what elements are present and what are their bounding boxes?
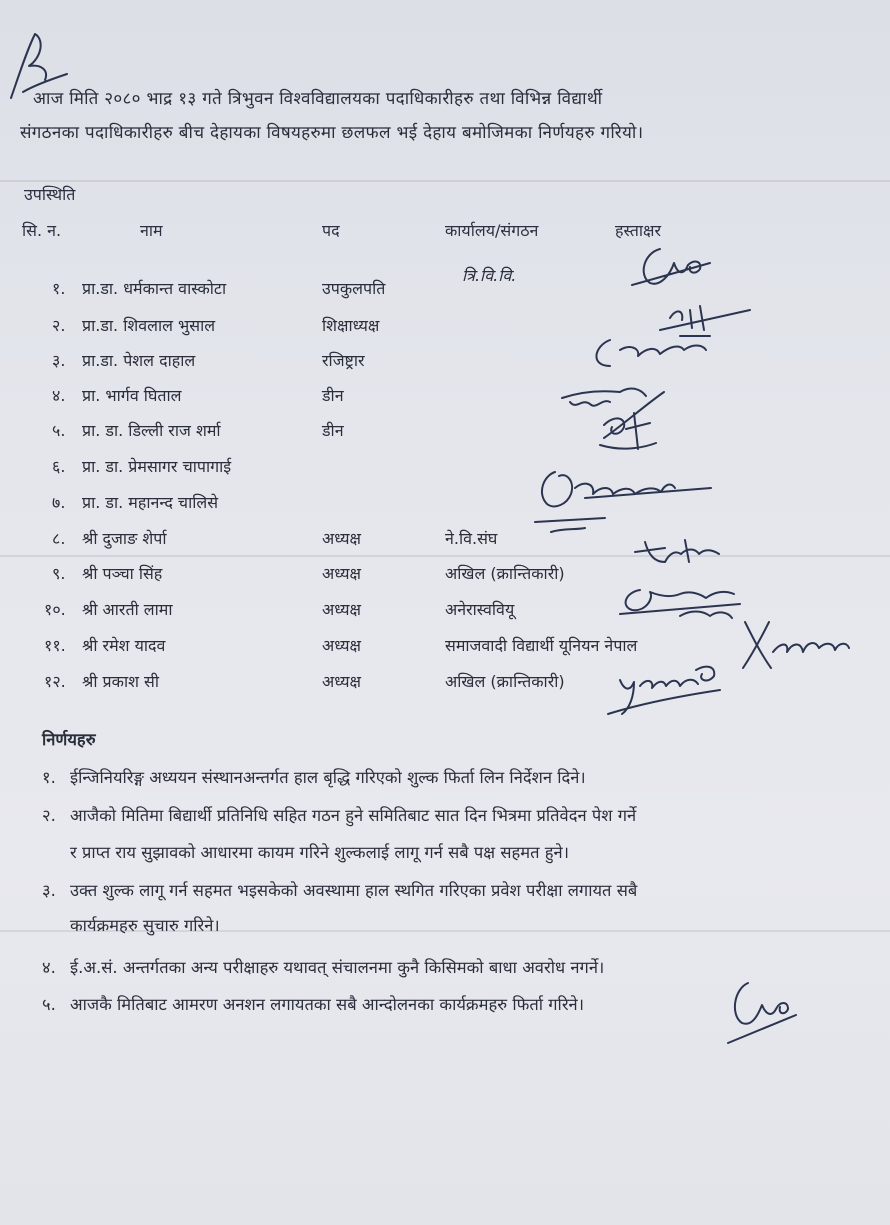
decisions-heading: निर्णयहरु [42,730,96,749]
column-header-sn: सि. न. [22,221,62,240]
row-sn: १. [52,279,66,298]
row-sn: ८. [52,529,66,548]
row-sn: १२. [44,672,66,691]
row-sn: ९. [52,564,66,583]
row-name: प्रा.डा. पेशल दाहाल [82,351,196,370]
row-name: श्री आरती लामा [82,600,173,619]
decision-number: ४. [42,958,56,977]
row-sn: ४. [52,386,66,405]
row-post: डीन [322,421,344,440]
decision-line: आजकै मितिबाट आमरण अनशन लगायतका सबै आन्दोलनका कार्यक्रमहरु फिर्ता गरिने। [70,995,584,1014]
row-post: अध्यक्ष [322,529,361,548]
row-post: अध्यक्ष [322,564,361,583]
row-office: अनेरास्ववियू [445,600,515,619]
signature-9 [600,650,740,720]
decision-line: उक्त शुल्क लागू गर्न सहमत भइसकेको अवस्थामा हाल स्थगित गरिएका प्रवेश परीक्षा लगायत सबै [70,881,638,900]
row-post: रजिष्ट्रार [322,351,365,370]
row-sn: ५. [52,421,66,440]
signature-1 [630,245,720,290]
row-post: अध्यक्ष [322,600,361,619]
row-post: अध्यक्ष [322,636,361,655]
row-sn: १०. [44,600,66,619]
column-header-name: नाम [140,221,163,240]
attendance-heading: उपस्थिति [24,185,76,204]
decision-line: आजैको मितिमा बिद्यार्थी प्रतिनिधि सहित गठन हुने समितिबाट सात दिन भित्रमा प्रतिवेदन पेश गर्ने [70,806,637,825]
decision-line: ईन्जिनियरिङ्ग अध्ययन संस्थानअन्तर्गत हाल बृद्धि गरिएको शुल्क फिर्ता लिन निर्देशन दिने। [70,768,586,787]
decision-number: २. [42,806,56,825]
intro-line-1: आज मिति २०८० भाद्र १३ गते त्रिभुवन विश्वविद्यालयका पदाधिकारीहरु तथा विभिन्न विद्यार्थी [33,89,603,109]
decision-number: ३. [42,881,56,900]
signature-2 [580,300,760,375]
row-post: उपकुलपति [322,279,386,298]
row-name: श्री प्रकाश सी [82,672,160,691]
row-name: श्री पञ्चा सिंह [82,564,163,583]
row-office: त्रि.वि.वि. [462,266,517,285]
signature-8 [735,612,855,672]
row-sn: ११. [44,636,66,655]
row-office: ने.वि.संघ [445,529,498,548]
row-office: अखिल (क्रान्तिकारी) [445,564,565,583]
decision-line: कार्यक्रमहरु सुचारु गरिने। [70,916,220,935]
row-name: श्री दुजाङ शेर्पा [82,529,167,548]
signature-4 [590,405,670,465]
decision-number: १. [42,768,56,787]
column-header-post: पद [322,221,340,240]
row-sn: ३. [52,351,66,370]
row-name: प्रा. डा. डिल्ली राज शर्मा [82,421,221,440]
row-name: प्रा. भार्गव घिताल [82,386,182,405]
decision-number: ५. [42,995,56,1014]
row-name: प्रा.डा. धर्मकान्त वास्कोटा [82,279,227,298]
row-name: प्रा.डा. शिवलाल भुसाल [82,316,216,335]
signature-6 [625,532,725,577]
column-header-signature: हस्ताक्षर [615,221,662,240]
column-header-office: कार्यालय/संगठन [445,221,539,240]
closing-signature [722,975,802,1050]
signature-7 [610,576,750,631]
decision-line: ई.अ.सं. अन्तर्गतका अन्य परीक्षाहरु यथावत् संचालनमा कुनै किसिमको बाधा अवरोध नगर्ने। [70,958,605,977]
row-post: डीन [322,386,344,405]
row-name: प्रा. डा. महानन्द चालिसे [82,493,219,512]
row-office: अखिल (क्रान्तिकारी) [445,672,565,691]
row-sn: ७. [52,493,66,512]
row-post: शिक्षाध्यक्ष [322,316,380,335]
row-office: समाजवादी विद्यार्थी यूनियन नेपाल [445,636,638,655]
row-name: प्रा. डा. प्रेमसागर चापागाई [82,457,232,476]
decision-line: र प्राप्त राय सुझावको आधारमा कायम गरिने शुल्कलाई लागू गर्न सबै पक्ष सहमत हुने। [70,843,569,862]
row-sn: २. [52,316,66,335]
row-name: श्री रमेश यादव [82,636,166,655]
row-sn: ६. [52,457,66,476]
row-post: अध्यक्ष [322,672,361,691]
intro-line-2: संगठनका पदाधिकारीहरु बीच देहायका विषयहरुमा छलफल भई देहाय बमोजिमका निर्णयहरु गरियो। [20,123,644,143]
